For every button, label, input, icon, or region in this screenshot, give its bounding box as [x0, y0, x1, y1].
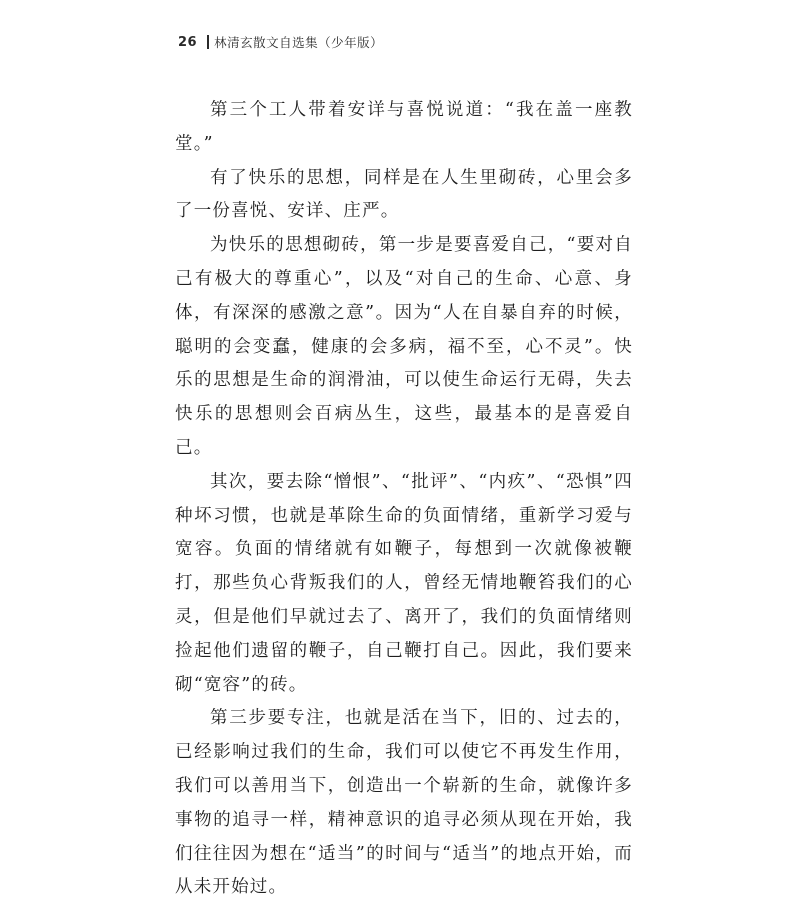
page-number: 26 — [178, 34, 198, 50]
header-divider — [207, 35, 209, 49]
paragraph: 第三步要专注，也就是活在当下，旧的、过去的，已经影响过我们的生命，我们可以使它不再发生作用，我们可以善用当下，创造出一个崭新的生命，就像许多事物的追寻一样，精神意识的追寻必须从现在开始，我们往往因为想在“适当”的时间与“适当”的地点开始，而从未开始过。 — [175, 708, 633, 898]
running-head — [178, 33, 383, 51]
paragraph: 有了快乐的思想，同样是在人生里砌砖，心里会多了一份喜悦、安详、庄严。 — [175, 167, 633, 222]
book-title: 林清玄散文自选集（少年版） — [214, 35, 384, 50]
body-text — [175, 94, 633, 905]
paragraph: 其次，要去除“憎恨”、“批评”、“内疚”、“恐惧”四种坏习惯，也就是革除生命的负面情绪，重新学习爱与宽容。负面的情绪就有如鞭子，每想到一次就像被鞭打，那些负心背叛我们的人，曾经无情地鞭笞我们的心灵，但是他们早就过去了、离开了，我们的负面情绪则捡起他们遗留的鞭子，自己鞭打自己。因此，我们要来砌“宽容”的砖。 — [175, 471, 633, 695]
paragraph: 为快乐的思想砌砖，第一步是要喜爱自己，“要对自己有极大的尊重心”，以及“对自己的生命、心意、身体，有深深的感激之意”。因为“人在自暴自弃的时候，聪明的会变蠢，健康的会多病，福不至，心不灵”。快乐的思想是生命的润滑油，可以使生命运行无碍，失去快乐的思想则会百病丛生，这些，最基本的是喜爱自己。 — [175, 235, 633, 458]
paragraph: 第三个工人带着安详与喜悦说道：“我在盖一座教堂。” — [175, 100, 633, 154]
